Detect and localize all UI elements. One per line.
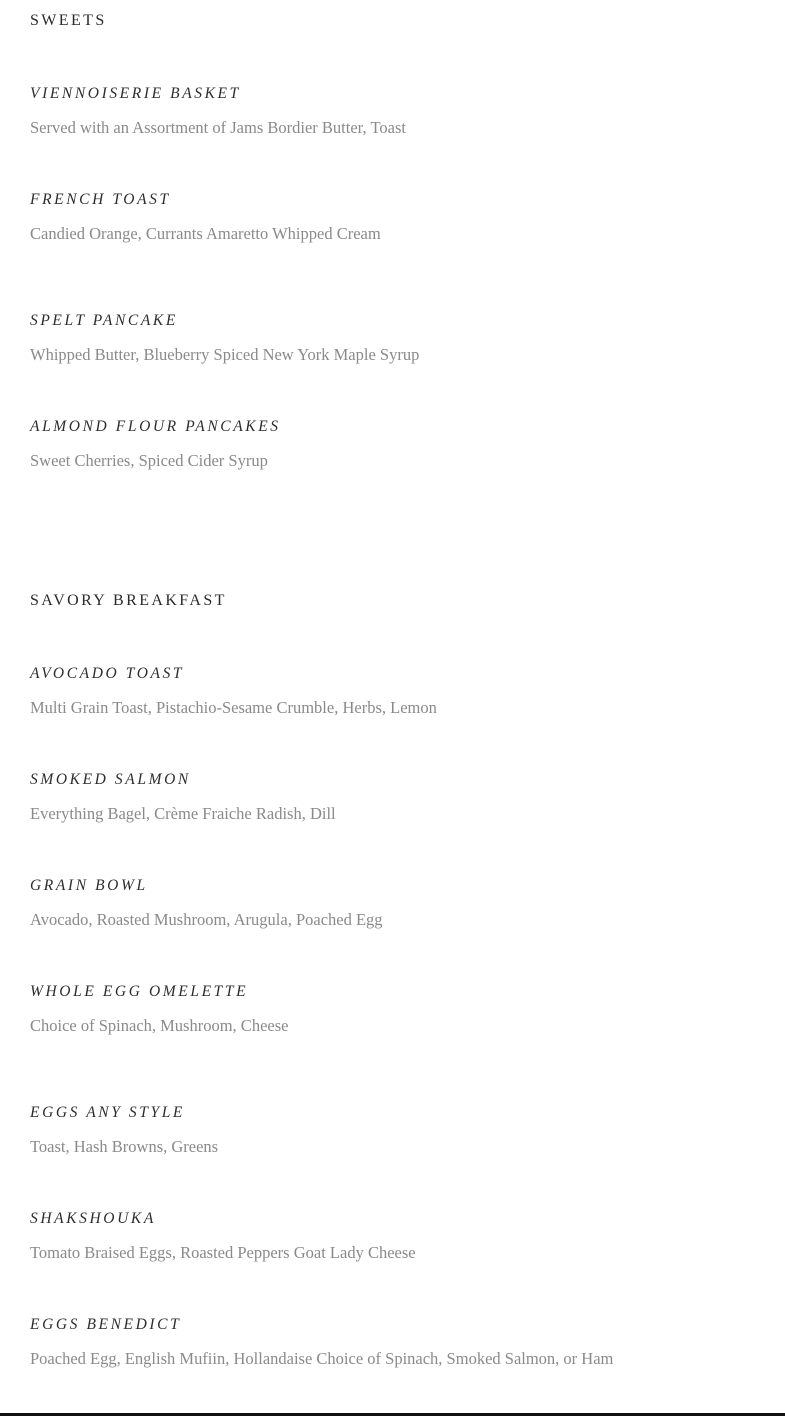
menu-item-description: Everything Bagel, Crème Fraiche Radish, Dill [30,804,336,823]
bottom-divider [0,1413,785,1416]
menu-item-description: Avocado, Roasted Mushroom, Arugula, Poached Egg [30,910,383,929]
section-title-sweets: SWEETS [30,12,107,29]
menu-item-name: ALMOND FLOUR PANCAKES [30,418,281,435]
menu-item-description: Toast, Hash Browns, Greens [30,1137,219,1156]
menu-item-name: SPELT PANCAKE [30,312,178,329]
menu-item-name: WHOLE EGG OMELETTE [30,983,249,1000]
menu-item-name: SMOKED SALMON [30,771,191,788]
menu-item-name: SHAKSHOUKA [30,1210,156,1227]
menu-item-description: Served with an Assortment of Jams Bordier Butter, Toast [30,118,406,137]
menu-item-description: Multi Grain Toast, Pistachio-Sesame Crumble, Herbs, Lemon [30,698,437,717]
menu-item-description: Choice of Spinach, Mushroom, Cheese [30,1016,289,1035]
menu-item-name: GRAIN BOWL [30,877,148,894]
menu-item-description: Sweet Cherries, Spiced Cider Syrup [30,451,268,470]
menu-item-description: Tomato Braised Eggs, Roasted Peppers Goat Lady Cheese [30,1243,416,1262]
menu-item-name: EGGS ANY STYLE [30,1104,185,1121]
menu-item-description: Candied Orange, Currants Amaretto Whipped Cream [30,224,381,243]
section-title-savory-breakfast: SAVORY BREAKFAST [30,592,227,609]
menu-item-description: Poached Egg, English Mufiin, Hollandaise Choice of Spinach, Smoked Salmon, or Ham [30,1349,614,1368]
menu-item-name: FRENCH TOAST [30,191,171,208]
menu-item-description: Whipped Butter, Blueberry Spiced New York Maple Syrup [30,345,420,364]
menu-item-name: VIENNOISERIE BASKET [30,85,241,102]
menu-item-name: EGGS BENEDICT [30,1316,182,1333]
menu-item-name: AVOCADO TOAST [30,665,185,682]
